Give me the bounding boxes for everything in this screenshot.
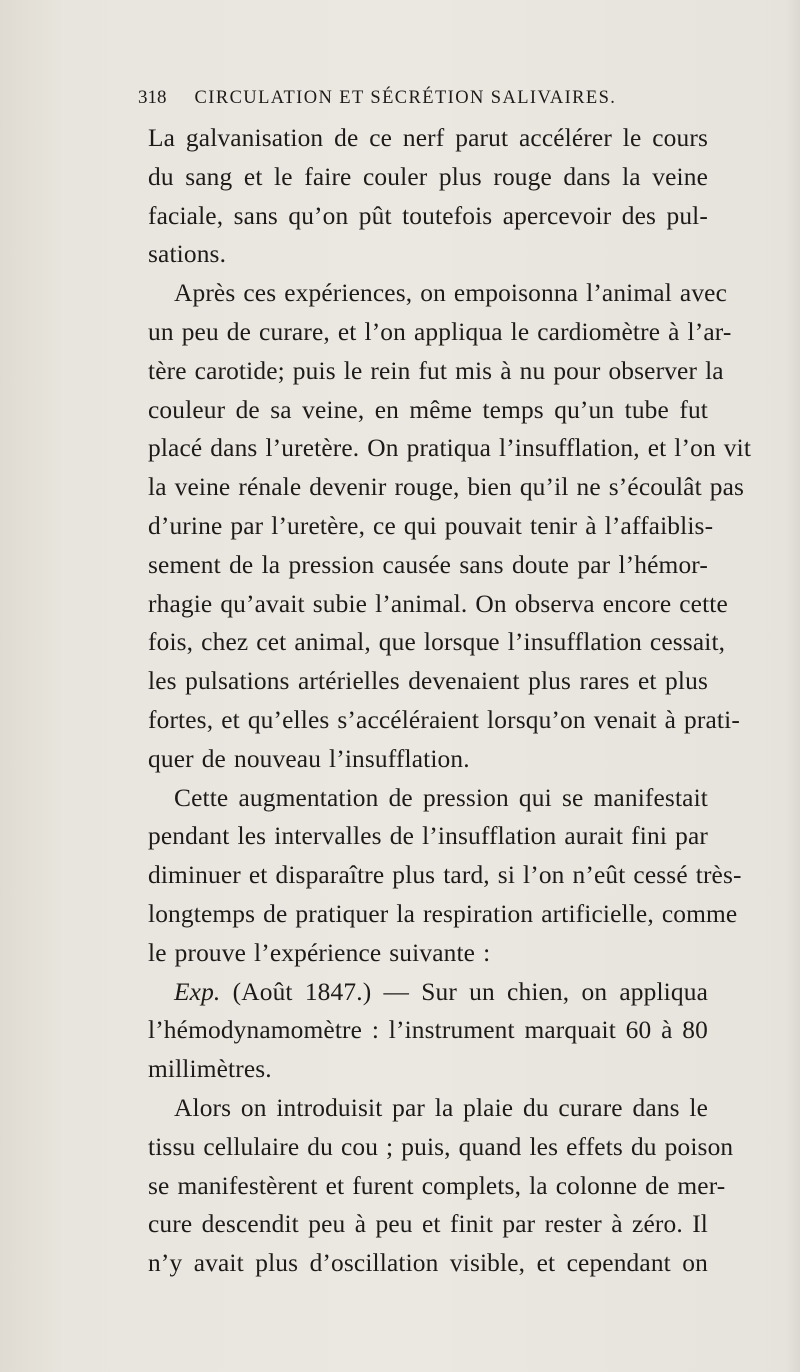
experiment-line-text: (Août 1847.) — Sur un chien, on appliqua xyxy=(232,977,708,1006)
text-line: faciale, sans qu’on pût toutefois apercevoir des pul- xyxy=(148,201,708,230)
text-line: tissu cellulaire du cou ; puis, quand les effets du poison xyxy=(148,1132,734,1161)
text-line: d’urine par l’uretère, ce qui pouvait tenir à l’affaiblis- xyxy=(148,511,714,540)
text-line: n’y avait plus d’oscillation visible, et cependant on xyxy=(148,1249,708,1278)
body-text xyxy=(148,119,752,1283)
experiment-line xyxy=(148,973,708,1012)
text-line: sement de la pression causée sans doute par l’hémor- xyxy=(148,550,708,579)
text-line: du sang et le faire couler plus rouge dans la veine xyxy=(148,162,708,191)
text-line: quer de nouveau l’insufflation. xyxy=(148,744,470,773)
text-line: placé dans l’uretère. On pratiqua l’insufflation, et l’on vit xyxy=(148,434,752,463)
text-line: fortes, et qu’elles s’accéléraient lorsqu’on venait à prati- xyxy=(148,705,740,734)
text-line: rhagie qu’avait subie l’animal. On observa encore cette xyxy=(148,589,728,618)
text-line: fois, chez cet animal, que lorsque l’insufflation cessait, xyxy=(148,628,726,657)
text-line: tère carotide; puis le rein fut mis à nu pour observer la xyxy=(148,356,724,385)
running-title: CIRCULATION ET SÉCRÉTION SALIVAIRES. xyxy=(194,88,617,108)
experiment-abbreviation: Exp. xyxy=(174,977,221,1006)
scan-shadow xyxy=(786,0,800,1372)
text-line: sations. xyxy=(148,240,227,269)
text-line: le prouve l’expérience suivante : xyxy=(148,938,491,967)
text-line: l’hémodynamomètre : l’instrument marquait 60 à 80 xyxy=(148,1016,708,1045)
text-line: Après ces expériences, on empoisonna l’animal avec xyxy=(174,279,728,308)
page-header xyxy=(138,86,698,110)
text-line: millimètres. xyxy=(148,1055,272,1084)
text-line: cure descendit peu à peu et finit par rester à zéro. Il xyxy=(148,1210,708,1239)
page-number: 318 xyxy=(138,87,167,108)
text-line: diminuer et disparaître plus tard, si l’on n’eût cessé très- xyxy=(148,861,742,890)
text-line: les pulsations artérielles devenaient plus rares et plus xyxy=(148,667,708,696)
text-line: un peu de curare, et l’on appliqua le cardiomètre à l’ar- xyxy=(148,317,732,346)
text-line: longtemps de pratiquer la respiration artificielle, comme xyxy=(148,899,738,928)
text-line: Alors on introduisit par la plaie du curare dans le xyxy=(174,1093,708,1122)
text-line: se manifestèrent et furent complets, la colonne de mer- xyxy=(148,1171,726,1200)
text-line: pendant les intervalles de l’insufflation aurait fini par xyxy=(148,822,708,851)
text-line: La galvanisation de ce nerf parut accélérer le cours xyxy=(148,124,708,152)
text-line: la veine rénale devenir rouge, bien qu’il ne s’écoulât pas xyxy=(148,473,745,502)
text-line: couleur de sa veine, en même temps qu’un tube fut xyxy=(148,395,708,424)
text-line: Cette augmentation de pression qui se manifestait xyxy=(174,783,708,812)
